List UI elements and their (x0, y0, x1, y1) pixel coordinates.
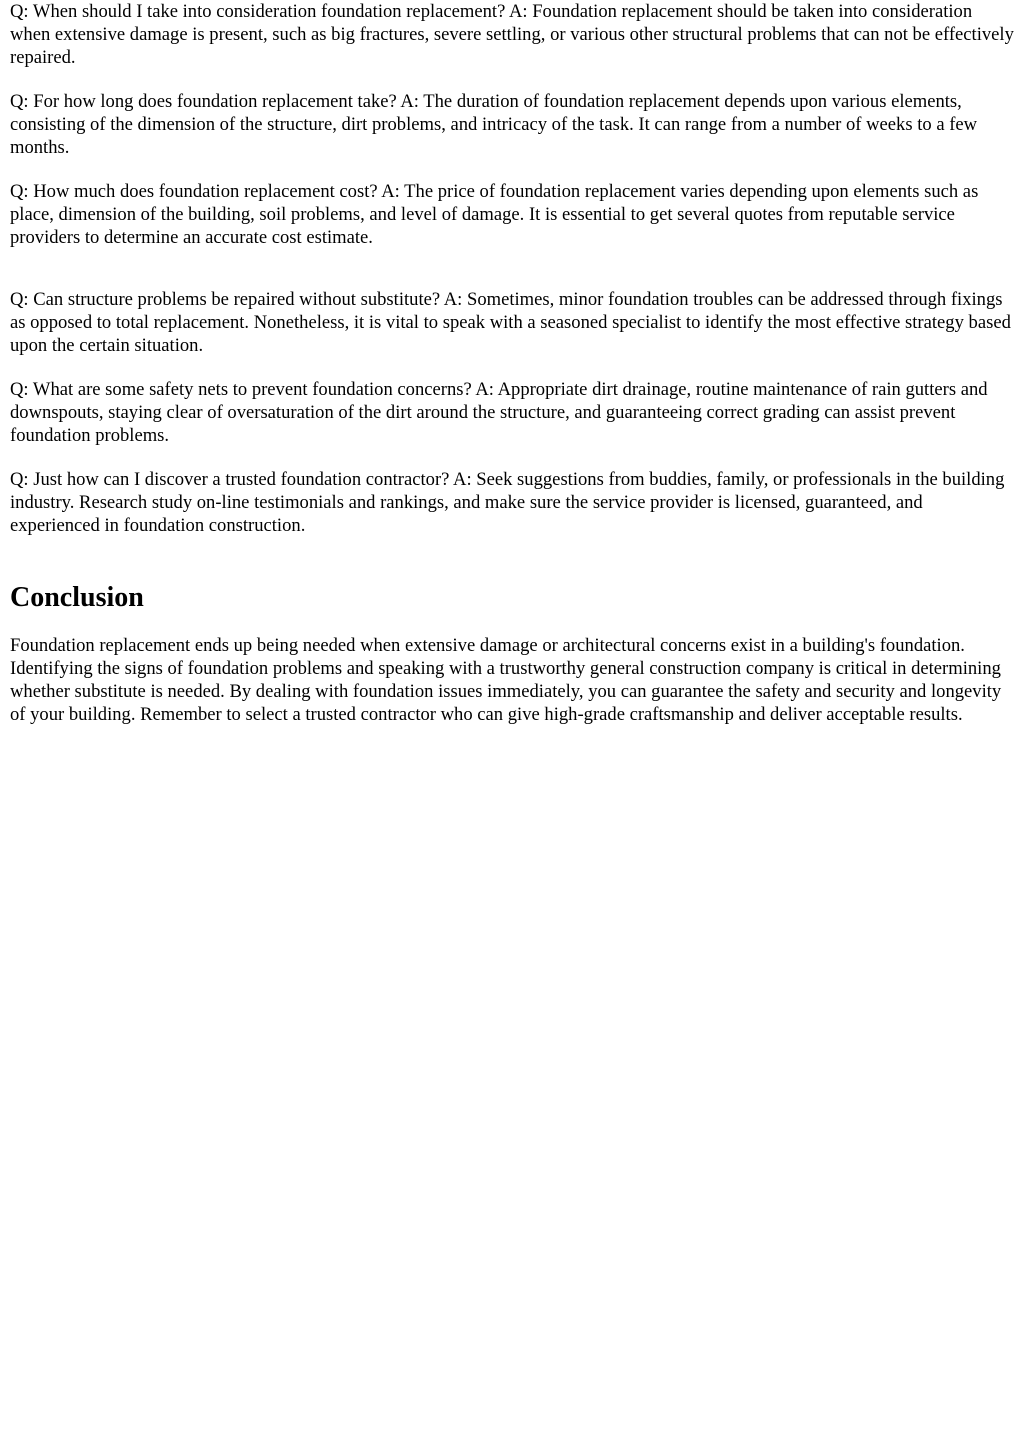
spacer (10, 270, 1014, 288)
faq-item-repair-without-replacement: Q: Can structure problems be repaired without substitute? A: Sometimes, minor foundation troubles can be addressed through fixings as opposed to total replacement. Nonetheless, it is vital to speak with a seasoned specialist to identify the most effective strategy based upon the certain situation. (10, 289, 1011, 356)
conclusion-paragraph: Foundation replacement ends up being needed when extensive damage or architectural concerns exist in a building's foundation. Identifying the signs of foundation problems and speaking with a trustworthy general construction company is critical in determining whether substitute is needed. By dealing with foundation issues immediately, you can guarantee the safety and security and longevity of your building. Remember to select a trusted contractor who can give high-grade craftsmanship and deliver acceptable results. (10, 635, 1002, 725)
conclusion-heading: Conclusion (10, 582, 144, 613)
faq-item-when-to-replace: Q: When should I take into consideration foundation replacement? A: Foundation replacement should be taken into consideration when extensive damage is present, such as big fractures, severe settling, or various other structural problems that can not be effectively repaired. (10, 1, 1014, 68)
faq-item-cost: Q: How much does foundation replacement cost? A: The price of foundation replacement varies depending upon elements such as place, dimension of the building, soil problems, and level of damage. It is essential to get several quotes from reputable service providers to determine an accurate cost estimate. (10, 181, 979, 248)
faq-item-find-contractor: Q: Just how can I discover a trusted foundation contractor? A: Seek suggestions from buddies, family, or professionals in the building industry. Research study on-line testimonials and rankings, and make sure the service provider is licensed, guaranteed, and experienced in foundation construction. (10, 469, 1005, 536)
faq-item-duration: Q: For how long does foundation replacement take? A: The duration of foundation replacement depends upon various elements, consisting of the dimension of the structure, dirt problems, and intricacy of the task. It can range from a number of weeks to a few months. (10, 91, 978, 158)
faq-item-prevention: Q: What are some safety nets to prevent foundation concerns? A: Appropriate dirt drainage, routine maintenance of rain gutters and downspouts, staying clear of oversaturation of the dirt around the structure, and guaranteeing correct grading can assist prevent foundation problems. (10, 379, 988, 446)
